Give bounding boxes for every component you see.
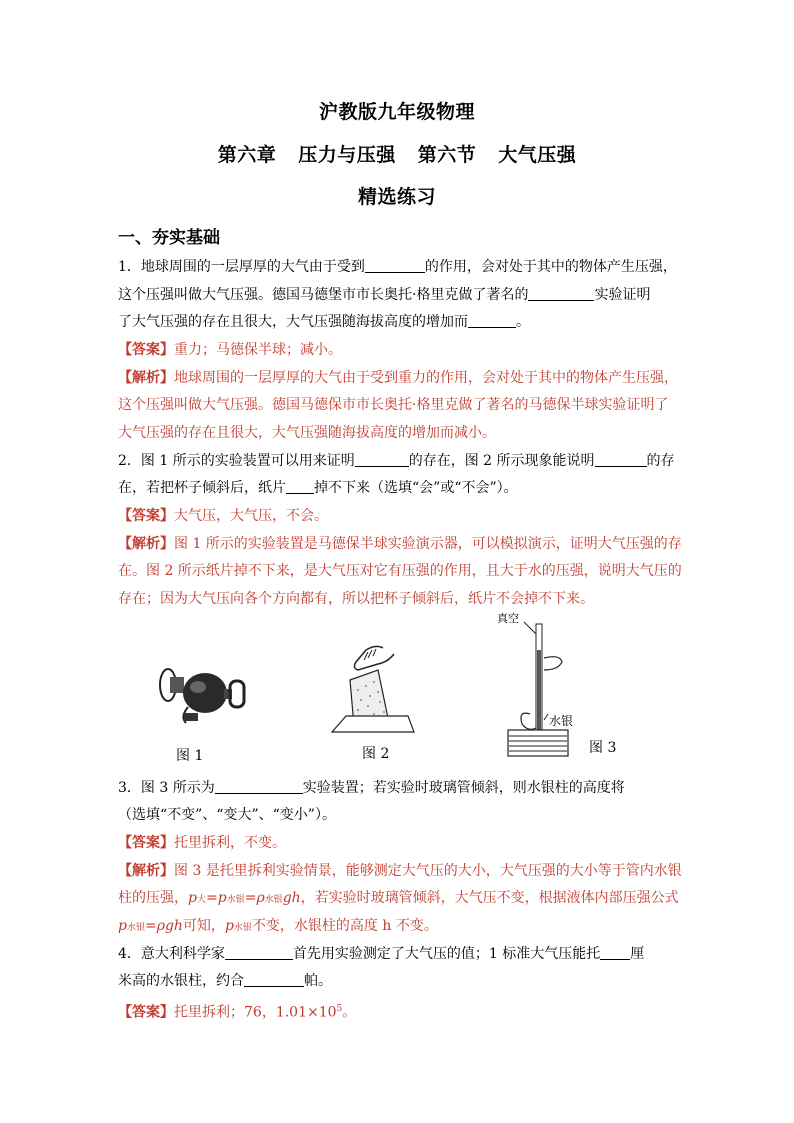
q4-line2: 米高的水银柱，约合 帕。 (118, 973, 332, 989)
figure-1-label: 图 1 (176, 748, 204, 764)
chapter-name: 压力与压强 (298, 144, 396, 166)
q1-blank2[interactable] (528, 286, 594, 301)
figure-2-label: 图 2 (362, 746, 390, 762)
q3-analysis-line2: 柱的压强，p大=p水银=ρ水银gh，若实验时玻璃管倾斜，大气压不变，根据液体内部压强公式 (118, 890, 679, 906)
q2-blank2[interactable] (595, 452, 647, 467)
q4-blank2[interactable] (600, 945, 630, 960)
q2-line2: 在，若把杯子倾斜后，纸片 掉不下来（选填“会”或“不会”）。 (118, 480, 518, 496)
q3-line2: （选填“不变”、“变大”、“变小”）。 (118, 807, 336, 823)
q1-line2: 这个压强叫做大气压强。德国马德堡市市长奥托·格里克做了著名的 实验证明 (118, 287, 651, 303)
subtitle: 精选练习 (357, 186, 436, 208)
q3-analysis-line3: p水银=ρgh可知，p水银不变，水银柱的高度 h 不变。 (118, 918, 438, 934)
q4-blank1[interactable] (225, 945, 293, 960)
document-title: 沪教版九年级物理 (318, 101, 475, 123)
q1-blank3[interactable] (468, 313, 516, 328)
section-name: 大气压强 (498, 144, 577, 166)
q1-analysis-line3: 大气压强的存在且很大，大气压强随海拔高度的增加而减小。 (118, 425, 496, 441)
q4-blank3[interactable] (244, 972, 304, 987)
mercury-label: 水银 (549, 714, 574, 728)
q2-analysis-line2: 在。图 2 所示纸片掉不下来，是大气压对它有压强的作用，且大于水的压强，说明大气压的 (118, 563, 682, 579)
q1-blank1[interactable] (365, 258, 425, 273)
q2-analysis-line3: 存在；因为大气压向各个方向都有，所以把杯子倾斜后，纸片不会掉不下来。 (118, 591, 594, 607)
q4-answer: 【答案】托里拆利；76，$1.01\times 10^5$。 (118, 1004, 357, 1021)
q3-answer: 【答案】托里拆利，不变。 (118, 835, 286, 851)
q3-analysis-line1: 【解析】图 3 是托里拆利实验情景，能够测定大气压的大小，大气压强的大小等于管内水银 (118, 863, 682, 879)
q1-line3: 了大气压强的存在且很大，大气压强随海拔高度的增加而 。 (118, 314, 530, 330)
q3-blank1[interactable] (215, 779, 303, 794)
q2-blank1[interactable] (355, 452, 409, 467)
q1-analysis-line2: 这个压强叫做大气压强。德国马德保市市长奥托·格里克做了著名的马德保半球实验证明了 (118, 397, 669, 413)
section-number: 第六节 (417, 144, 477, 166)
torricelli-experiment-figure (500, 610, 590, 760)
q4-line1: 4．意大利科学家 首先用实验测定了大气压的值；1 标准大气压能托 厘 (118, 946, 645, 962)
q1-line1: 1．地球周围的一层厚厚的大气由于受到 的作用，会对处于其中的物体产生压强， (118, 259, 677, 275)
q3-line1: 3．图 3 所示为 实验装置；若实验时玻璃管倾斜，则水银柱的高度将 (118, 780, 625, 796)
inverted-cup-figure (328, 640, 418, 740)
q1-analysis-line1: 【解析】地球周围的一层厚厚的大气由于受到重力的作用，会对处于其中的物体产生压强， (118, 370, 678, 386)
figure-3-label: 图 3 (589, 740, 617, 756)
chapter-title (0, 140, 794, 167)
q1-answer: 【答案】重力；马德保半球；减小。 (118, 342, 342, 358)
q2-answer: 【答案】大气压，大气压，不会。 (118, 508, 328, 524)
q2-blank3[interactable] (286, 479, 314, 494)
vacuum-label: 真空 (497, 612, 519, 625)
q2-line1: 2．图 1 所示的实验装置可以用来证明 的存在，图 2 所示现象能说明 的存 (118, 453, 675, 469)
section-heading: 一、夯实基础 (118, 228, 220, 248)
magdeburg-hemispheres-figure (150, 655, 250, 730)
chapter-number: 第六章 (217, 144, 277, 166)
q2-analysis-line1: 【解析】图 1 所示的实验装置是马德保半球实验演示器，可以模拟演示，证明大气压强的存 (118, 536, 682, 552)
